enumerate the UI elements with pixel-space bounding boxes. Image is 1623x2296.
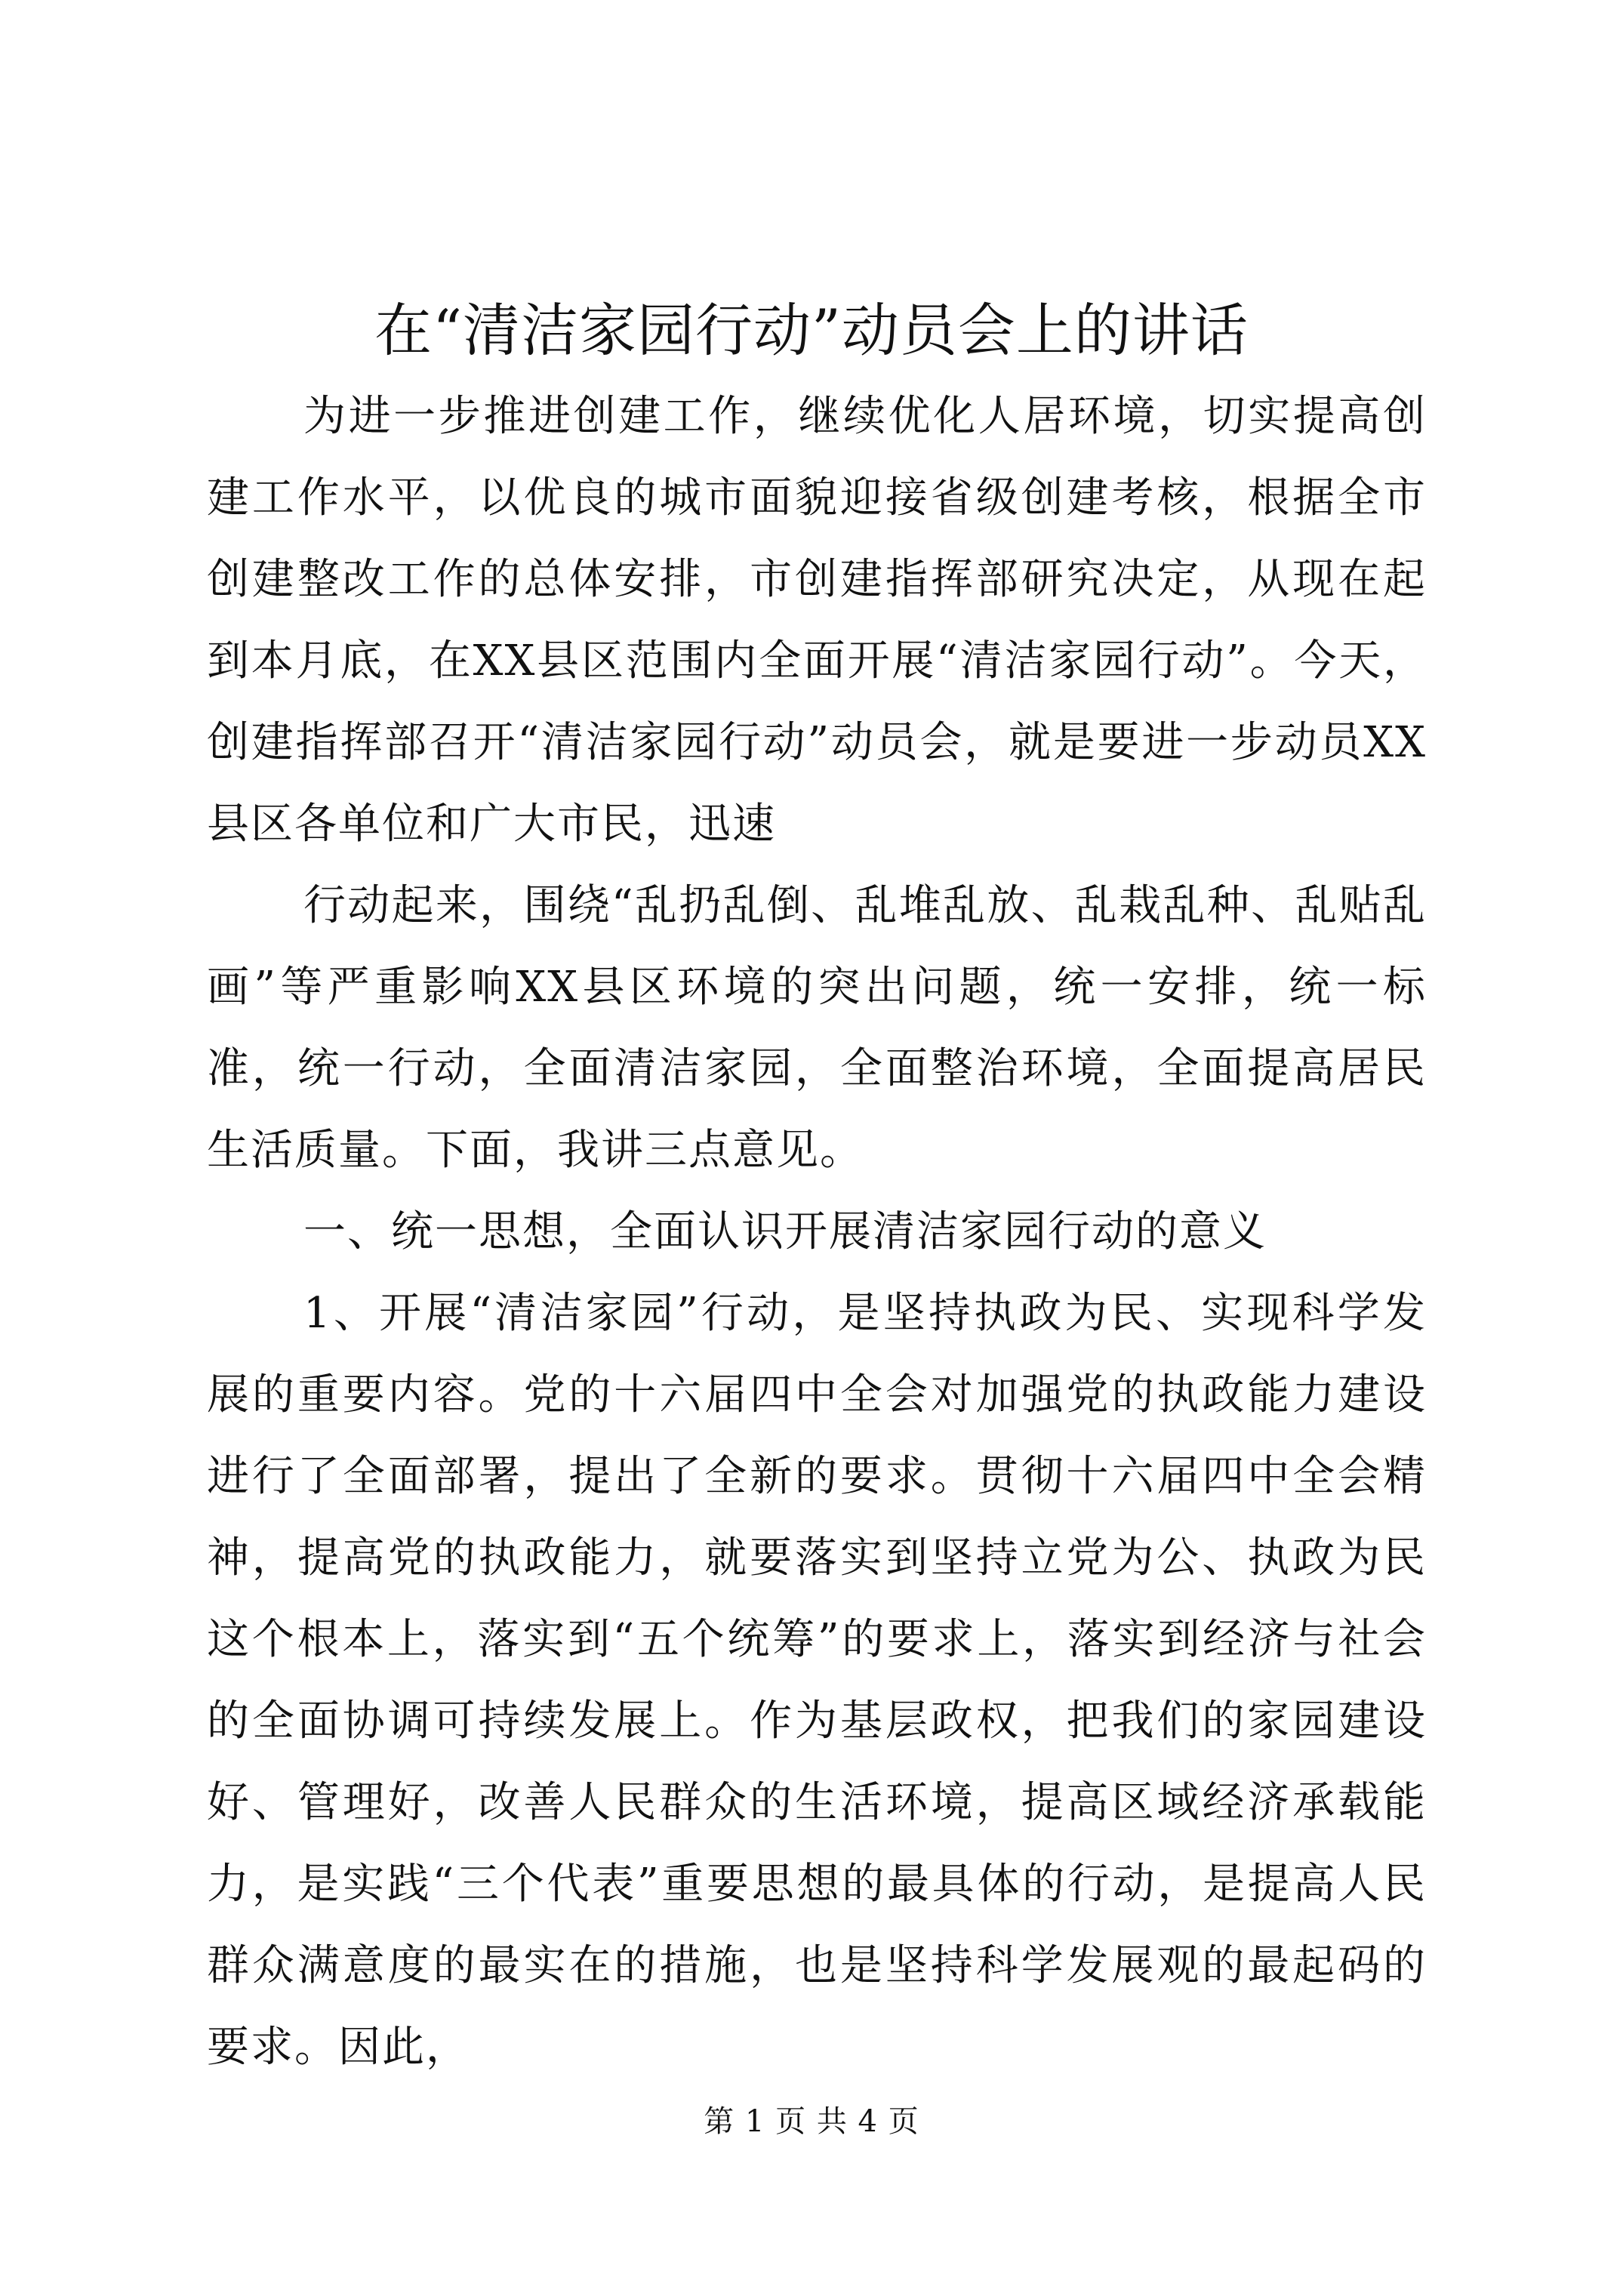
section-heading: 一、统一思想，全面认识开展清洁家园行动的意义: [303, 1207, 1267, 1256]
paragraph-action: 行动起来，围绕“乱扔乱倒、乱堆乱放、乱栽乱种、乱贴乱画”等严重影响XX县区环境的突出问题，统一安排，统一标准，统一行动，全面清洁家园，全面整治环境，全面提高居民生活质量。下面，我讲三点意见。: [207, 881, 1427, 1175]
paragraph-point-1: 1、开展“清洁家园”行动，是坚持执政为民、实现科学发展的重要内容。党的十六届四中全会对加强党的执政能力建设进行了全面部署，提出了全新的要求。贯彻十六届四中全会精神，提高党的执政能力，就要落实到坚持立党为公、执政为民这个根本上，落实到“五个统筹”的要求上，落实到经济与社会的全面协调可持续发展上。作为基层政权，把我们的家园建设好、管理好，改善人民群众的生活环境，提高区域经济承载能力，是实践“三个代表”重要思想的最具体的行动，是提高人民群众满意度的最实在的措施，也是坚持科学发展观的最起码的要求。因此，: [207, 1289, 1427, 2072]
document-title: 在“清洁家园行动”动员会上的讲话: [374, 297, 1249, 364]
page-footer: 第 1 页 共 4 页: [704, 2104, 919, 2139]
document-body: [207, 376, 1427, 2088]
paragraph-intro: 为进一步推进创建工作，继续优化人居环境，切实提高创建工作水平，以优良的城市面貌迎接省级创建考核，根据全市创建整改工作的总体安排，市创建指挥部研究决定，从现在起到本月底，在XX县区范围内全面开展“清洁家园行动”。今天，创建指挥部召开“清洁家园行动”动员会，就是要进一步动员XX县区各单位和广大市民，迅速: [207, 392, 1427, 849]
